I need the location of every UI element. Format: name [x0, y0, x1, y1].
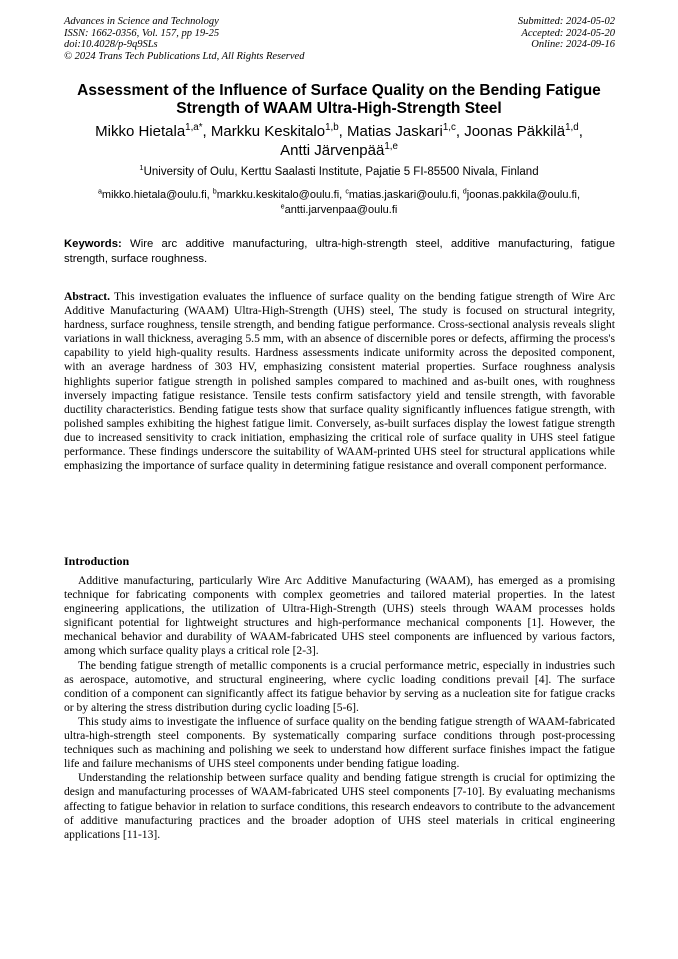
email-list: [40, 188, 638, 218]
author-name: Joonas Päkkilä: [464, 123, 566, 140]
journal-header-right: [518, 16, 615, 51]
keywords-section: [64, 237, 615, 266]
author-name: Matias Jaskari: [347, 123, 443, 140]
email-sup: d: [462, 187, 467, 196]
email-sup: c: [345, 187, 349, 196]
email-sup: e: [280, 202, 285, 211]
abstract-label: Abstract.: [64, 290, 111, 303]
email-link[interactable]: joonas.pakkila@oulu.fi,: [466, 189, 581, 201]
email-sup: a: [97, 187, 102, 196]
title-line-1: Assessment of the Influence of Surface Quality on the Bending Fatigue: [77, 82, 601, 99]
issn-line: ISSN: 1662-0356, Vol. 157, pp 19-25: [64, 27, 220, 39]
doi-line: doi:10.4028/p-9q9SLs: [64, 39, 158, 50]
journal-header-left: [64, 16, 304, 62]
email-link[interactable]: matias.jaskari@oulu.fi,: [348, 189, 460, 201]
author-name: Markku Keskitalo: [210, 123, 326, 140]
author-affil-sup: 1,e: [384, 141, 398, 152]
author-list: Mikko Hietala$^{1,a*}$, Markku Keskitalo$^{1,b}$, Matias Jaskari$^{1,c}$, Joonas Päkkilä$^{1,d}$, Antti Järvenpää$^{1,e}$: [95, 122, 583, 159]
email-link[interactable]: antti.jarvenpaa@oulu.fi: [284, 204, 398, 216]
email-link[interactable]: mikko.hietala@oulu.fi,: [101, 189, 210, 201]
email-link[interactable]: markku.keskitalo@oulu.fi,: [216, 189, 343, 201]
author-affil-sup: 1,a*: [185, 122, 203, 133]
keywords-text: Wire arc additive manufacturing, ultra-high-strength steel, additive manufacturing, fatigue strength, surface roughness.: [64, 238, 615, 265]
affiliation-sup: 1: [139, 163, 144, 173]
author-affil-sup: 1,c: [442, 122, 456, 133]
accepted-date: Accepted: 2024-05-20: [521, 27, 615, 39]
author-affil-sup: 1,d: [565, 122, 579, 133]
intro-paragraph: The bending fatigue strength of metallic components is a crucial performance metric, especially in industries such as aerospace, automotive, and structural engineering, where cyclic loading conditions prevail [4]. The surface condition of a component can significantly affect its fatigue behavior by serving as a nucleation site for fatigue cracks or by altering the stress distribution during cyclic loading [5-6].: [64, 658, 615, 714]
title-line-2: Strength of WAAM Ultra-High-Strength Steel: [176, 100, 502, 117]
intro-paragraph: This study aims to investigate the influence of surface quality on the bending fatigue strength of WAAM-fabricated ultra-high-strength steel components. By systematically comparing surface conditions through post-processing techniques such as machining and polishing we seek to understand how different surface finishes impact the fatigue life and failure mechanisms of UHS steel components under bending fatigue loading.: [64, 714, 615, 771]
affiliation-text: University of Oulu, Kerttu Saalasti Institute, Pajatie 5 FI-85500 Nivala, Finland: [143, 166, 539, 178]
author-name: Mikko Hietala: [95, 123, 186, 140]
copyright-line: © 2024 Trans Tech Publications Ltd, All Rights Reserved: [64, 50, 305, 62]
online-date: Online: 2024-09-16: [531, 39, 615, 50]
keywords-label: Keywords:: [64, 238, 122, 250]
submitted-date: Submitted: 2024-05-02: [517, 16, 615, 27]
email-sup: b: [212, 187, 217, 196]
author-affil-sup: 1,b: [325, 122, 339, 133]
introduction-body: [64, 574, 615, 842]
abstract-section: [64, 290, 615, 473]
intro-paragraph: Additive manufacturing, particularly Wire Arc Additive Manufacturing (WAAM), has emerged as a promising technique for fabricating components with complex geometries and tailored material properties. In the latest engineering applications, the utilization of Ultra-High-Strength (UHS) steels through WAAM processes holds significant potential for lightweight structures and high-performance mechanical components [1]. However, the mechanical behavior and durability of WAAM-fabricated UHS steel components are influenced by various factors, among which surface quality plays a critical role [2-3].: [64, 574, 615, 658]
author-name: Antti Järvenpää: [280, 142, 385, 159]
abstract-text: This investigation evaluates the influence of surface quality on the bending fatigue strength of Wire Arc Additive Manufacturing (WAAM) Ultra-High-Strength (UHS) steel, The study is focused on structural integrity, hardness, surface roughness, tensile strength, and bending fatigue performance. Cross-sectional analysis reveals slight variations in wall thickness, averaging 5.5 mm, with an absence of discernible pores or defects, affirming the process's capability to yield high-quality results. Hardness assessments indicate uniformity across the deposited component, with an average hardness of 303 HV, emphasizing consistent material properties. Surface roughness analysis highlights superior fatigue strength in polished samples compared to machined and as-built ones, with roughness inversely impacting fatigue resistance. Tensile tests confirm satisfactory yield and tensile strength, with favorable ductility characteristics. Bending fatigue tests show that surface quality significantly influences fatigue strength, with polished samples exhibiting the highest fatigue limit. Conversely, as-built surfaces display the lowest fatigue strength due to increased sensitivity to crack initiation, emphasizing the critical role of surface quality in UHS steel fatigue performance. These findings underscore the suitability of WAAM-printed UHS steel for structural applications while emphasizing the importance of surface quality in determining fatigue resistance and overall component performance.: [64, 290, 615, 473]
affiliation: [40, 163, 638, 178]
paper-title: [40, 82, 638, 118]
journal-name: Advances in Science and Technology: [64, 16, 219, 27]
introduction-heading: Introduction: [64, 554, 130, 568]
intro-paragraph: Understanding the relationship between surface quality and bending fatigue strength is crucial for optimizing the design and manufacturing processes of WAAM-fabricated UHS steel components [7-10]. By evaluating mechanisms affecting to fatigue behavior in relation to surface conditions, this research endeavors to contribute to the advancement of additive manufacturing practices and the broader adoption of UHS steel materials in critical engineering applications [11-13].: [64, 771, 615, 841]
